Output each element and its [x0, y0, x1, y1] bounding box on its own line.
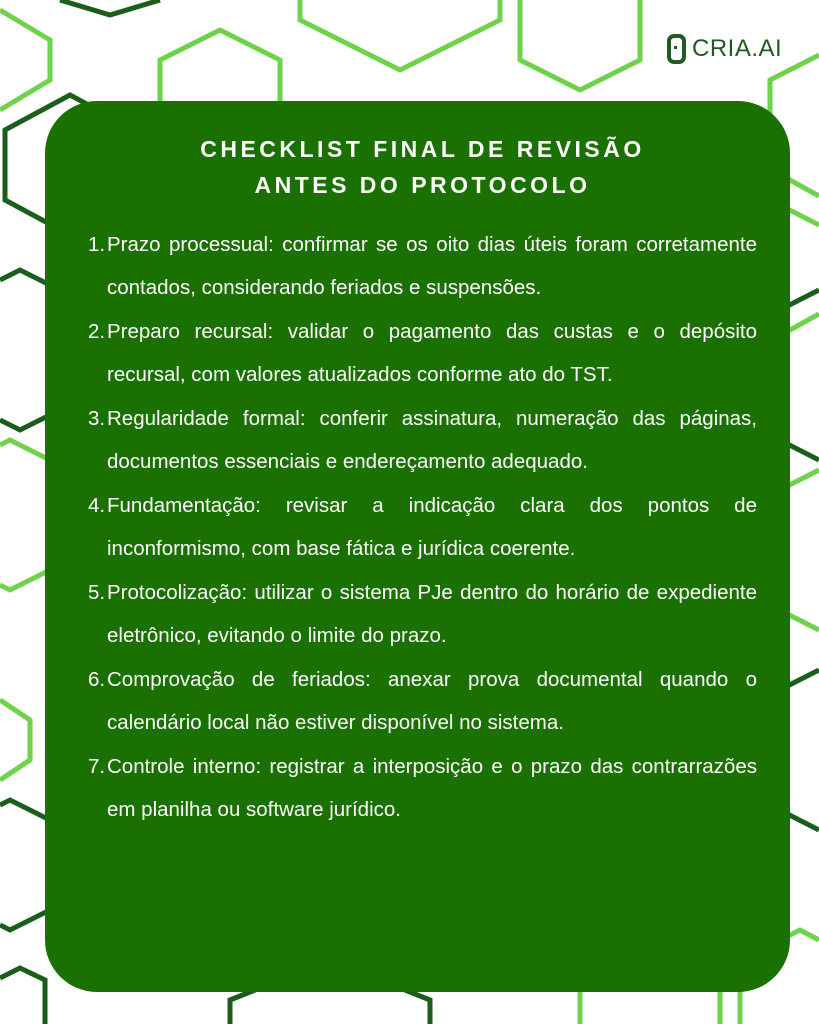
item-number: 5.: [88, 581, 106, 604]
checklist-item: [88, 484, 757, 570]
checklist-item: [88, 745, 757, 831]
item-number: 6.: [88, 668, 106, 691]
checklist-card: [45, 101, 790, 992]
item-number: 7.: [88, 755, 106, 778]
hexagon-shape: [0, 700, 30, 780]
item-text: Preparo recursal: validar o pagamento das custas e o depósito recursal, com valores atualizados conforme ato do TST.: [107, 320, 757, 386]
title-line-2: ANTES DO PROTOCOLO: [254, 172, 591, 198]
checklist-item: [88, 658, 757, 744]
item-text: Prazo processual: confirmar se os oito dias úteis foram corretamente contados, considerando feriados e suspensões.: [107, 233, 757, 299]
checklist-item: [88, 397, 757, 483]
item-number: 1.: [88, 233, 106, 256]
hexagon-shape: [300, 0, 500, 70]
checklist-item: [88, 310, 757, 396]
item-text: Regularidade formal: conferir assinatura, numeração das páginas, documentos essenciais e endereçamento adequado.: [107, 407, 757, 473]
title-line-1: CHECKLIST FINAL DE REVISÃO: [200, 136, 645, 162]
item-text: Comprovação de feriados: anexar prova documental quando o calendário local não estiver disponível no sistema.: [107, 668, 757, 734]
item-text: Fundamentação: revisar a indicação clara dos pontos de inconformismo, com base fática e jurídica coerente.: [107, 494, 757, 560]
logo-icon: [667, 34, 686, 64]
checklist-title: [88, 131, 757, 203]
item-text: Controle interno: registrar a interposição e o prazo das contrarrazões em planilha ou software jurídico.: [107, 755, 757, 821]
hexagon-shape: [0, 968, 45, 1024]
brand-logo: [667, 34, 782, 64]
item-number: 4.: [88, 494, 106, 517]
checklist: [88, 223, 757, 831]
hexagon-shape: [520, 0, 640, 90]
checklist-item: [88, 223, 757, 309]
item-number: 2.: [88, 320, 106, 343]
item-text: Protocolização: utilizar o sistema PJe dentro do horário de expediente eletrônico, evitando o limite do prazo.: [107, 581, 757, 647]
hexagon-shape: [0, 10, 50, 110]
checklist-item: [88, 571, 757, 657]
brand-name: CRIA.AI: [692, 35, 783, 62]
item-number: 3.: [88, 407, 106, 430]
hexagon-shape: [60, 0, 160, 15]
